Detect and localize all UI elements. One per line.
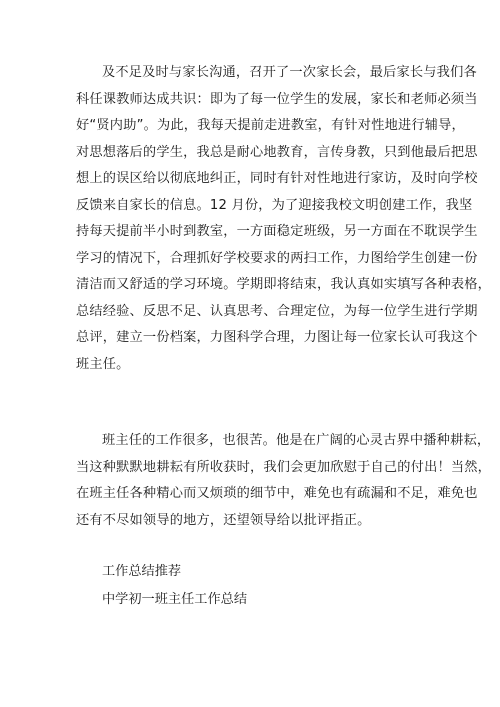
text-line: 好“贤内助”。为此，我每天提前走进教室，有针对性地进行辅导， xyxy=(76,118,465,133)
text-line: 科任课教师达成共识：即为了每一位学生的发展，家长和老师必须当 xyxy=(76,91,478,107)
text-line: 班主任。 xyxy=(76,356,130,372)
text-line: 总结经验、反思不足、认真思考、合理定位，为每一位学生进行学期 xyxy=(76,303,478,319)
text-line: 总评，建立一份档案，力图科学合理，力图让每一位家长认可我这个 xyxy=(76,330,478,345)
text-line: 反馈来自家长的信息。12 月份，为了迎接我校文明创建工作，我坚 xyxy=(76,197,473,213)
closing-paragraph xyxy=(76,428,492,534)
text-line: 当这种默默地耕耘有所收获时，我们会更加欣慰于自己的付出！当然， xyxy=(76,459,492,475)
text-line: 学习的情况下，合理抓好学校要求的两扫工作，力图给学生创建一份 xyxy=(76,250,478,266)
recommend-heading: 工作总结推荐 xyxy=(102,564,182,579)
text-line: 持每天提前半小时到教室，一方面稳定班级，另一方面在不耽误学生 xyxy=(76,224,478,239)
text-line: 清洁而又舒适的学习环境。学期即将结束，我认真如实填写各种表格， xyxy=(76,277,492,292)
text-line: 班主任的工作很多，也很苦。他是在广阔的心灵古界中播种耕耘， xyxy=(102,433,491,448)
text-line: 在班主任各种精心而又烦琐的细节中，难免也有疏漏和不足，难免也 xyxy=(76,486,478,501)
text-line: 对思想落后的学生，我总是耐心地教育，言传身教，只到他最后把思 xyxy=(76,144,478,160)
text-line: 及不足及时与家长沟通，召开了一次家长会，最后家长与我们各 xyxy=(102,65,477,80)
recommend-link[interactable]: 中学初一班主任工作总结 xyxy=(102,592,248,607)
text-line: 还有不尽如领导的地方，还望领导给以批评指正。 xyxy=(76,512,371,528)
text-line: 想上的误区给以彻底地纠正，同时有针对性地进行家访，及时向学校 xyxy=(76,171,478,186)
body-paragraph xyxy=(76,60,492,378)
